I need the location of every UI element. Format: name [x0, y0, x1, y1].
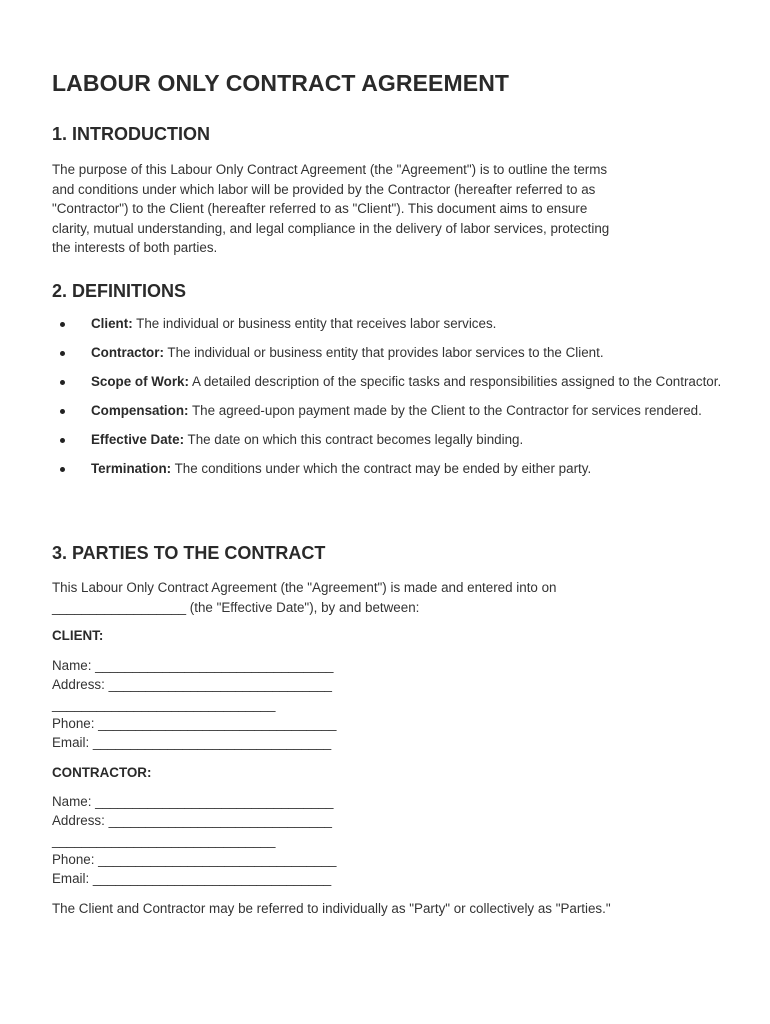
closing-paragraph: The Client and Contractor may be referred to individually as "Party" or collectively as "Parties." [52, 901, 611, 916]
list-item [52, 401, 732, 421]
contractor-phone-field[interactable]: Phone: ________________________________ [52, 852, 337, 867]
definitions-list [52, 314, 732, 489]
section-heading-parties: 3. PARTIES TO THE CONTRACT [52, 543, 326, 563]
definition-text: The conditions under which the contract may be ended by either party. [171, 461, 592, 477]
parties-intro-line: This Labour Only Contract Agreement (the "Agreement") is made and entered into on [52, 580, 557, 595]
list-item [52, 314, 732, 334]
definition-term: Termination: [91, 461, 172, 477]
parties-intro-line: __________________ (the "Effective Date"), by and between: [52, 599, 420, 615]
list-item [52, 459, 732, 479]
list-item [52, 430, 732, 450]
definition-term: Effective Date: [91, 432, 185, 448]
intro-line: The purpose of this Labour Only Contract Agreement (the "Agreement") is to outline the terms [52, 162, 608, 177]
contractor-name-field[interactable]: Name: ________________________________ [52, 794, 334, 809]
bullet-icon [60, 322, 65, 327]
client-name-field[interactable]: Name: ________________________________ [52, 658, 334, 673]
definition-text: The date on which this contract becomes legally binding. [184, 432, 524, 448]
bullet-icon [60, 351, 65, 356]
contractor-address-field[interactable]: Address: ______________________________ [52, 813, 332, 828]
client-address-field[interactable]: Address: ______________________________ [52, 677, 332, 692]
contractor-email-field[interactable]: Email: ________________________________ [52, 871, 332, 886]
bullet-icon [60, 380, 65, 385]
document-title: LABOUR ONLY CONTRACT AGREEMENT [52, 70, 510, 96]
contractor-address-line2-field[interactable]: ______________________________ [52, 833, 276, 848]
definition-term: Compensation: [91, 403, 189, 419]
bullet-icon [60, 438, 65, 443]
contractor-label: CONTRACTOR: [52, 765, 152, 780]
list-item [52, 372, 732, 392]
section-heading-introduction: 1. INTRODUCTION [52, 124, 211, 144]
introduction-paragraph [52, 160, 722, 258]
definition-text: The agreed-upon payment made by the Client to the Contractor for services rendered. [188, 403, 702, 419]
definition-text: The individual or business entity that provides labor services to the Client. [163, 345, 604, 361]
definition-text: A detailed description of the specific tasks and responsibilities assigned to the Contractor. [188, 374, 722, 390]
parties-intro-paragraph [52, 578, 722, 617]
client-label: CLIENT: [52, 628, 104, 643]
bullet-icon [60, 409, 65, 414]
client-address-line2-field[interactable]: ______________________________ [52, 697, 276, 712]
section-heading-definitions: 2. DEFINITIONS [52, 281, 187, 301]
client-email-field[interactable]: Email: ________________________________ [52, 735, 332, 750]
definition-term: Contractor: [91, 345, 164, 361]
list-item [52, 343, 732, 363]
client-phone-field[interactable]: Phone: ________________________________ [52, 716, 337, 731]
definition-term: Scope of Work: [91, 374, 189, 390]
intro-line: "Contractor") to the Client (hereafter referred to as "Client"). This document aims to ensure [52, 201, 588, 217]
definition-term: Client: [91, 316, 133, 331]
bullet-icon [60, 467, 65, 472]
intro-line: clarity, mutual understanding, and legal compliance in the delivery of labor services, protecting [52, 220, 610, 236]
intro-line: and conditions under which labor will be provided by the Contractor (hereafter referred to as [52, 181, 596, 197]
intro-line: the interests of both parties. [52, 240, 218, 256]
definition-text: The individual or business entity that receives labor services. [132, 316, 497, 331]
